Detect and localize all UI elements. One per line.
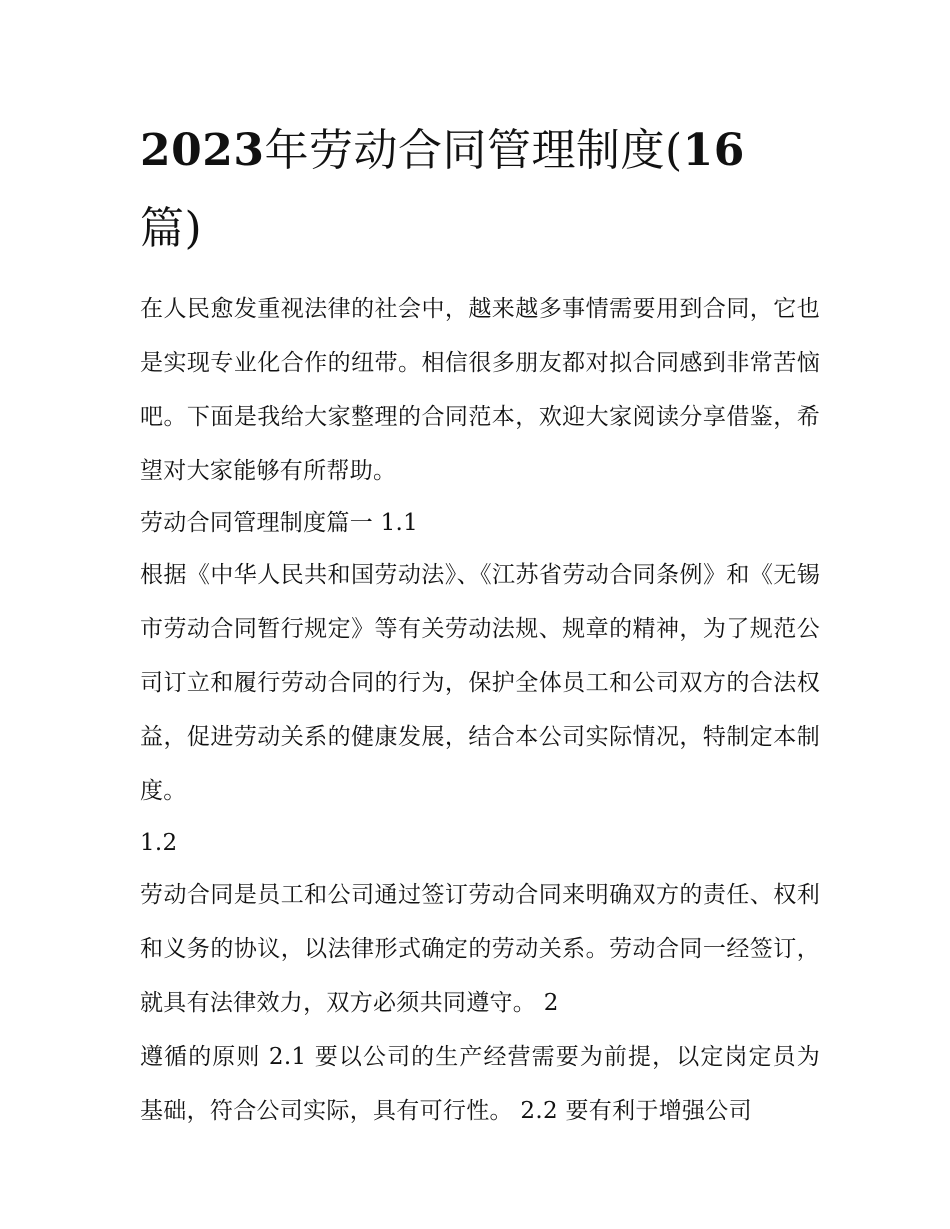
title-year: 2023 [140, 125, 265, 176]
intro-paragraph: 在人民愈发重视法律的社会中，越来越多事情需要用到合同，它也是实现专业化合作的纽带。相信很多朋友都对拟合同感到非常苦恼吧。下面是我给大家整理的合同范本，欢迎大家阅读分享借鉴，希望对大家能够有所帮助。 [140, 296, 820, 484]
title-suffix: 篇) [140, 203, 203, 254]
section-number: 1.2 [140, 830, 178, 856]
title-count: 16 [682, 125, 745, 176]
document-title [140, 112, 820, 268]
document-page [140, 112, 820, 1138]
section-heading: 劳动合同管理制度篇一 1.1 [140, 510, 419, 536]
paragraph-basis: 根据《中华人民共和国劳动法》、《江苏省劳动合同条例》和《无锡市劳动合同暂行规定》等有关劳动法规、规章的精神，为了规范公司订立和履行劳动合同的行为，保护全体员工和公司双方的合法权益，促进劳动关系的健康发展，结合本公司实际情况，特制定本制度。 [140, 562, 820, 804]
title-text: 年劳动合同管理制度( [264, 125, 683, 176]
paragraph-principles: 遵循的原则 2.1 要以公司的生产经营需要为前提，以定岗定员为基础，符合公司实际，具有可行性。 2.2 要有利于增强公司 [140, 1044, 820, 1124]
paragraph-definition: 劳动合同是员工和公司通过签订劳动合同来明确双方的责任、权利和义务的协议，以法律形式确定的劳动关系。劳动合同一经签订，就具有法律效力，双方必须共同遵守。 2 [140, 882, 820, 1016]
